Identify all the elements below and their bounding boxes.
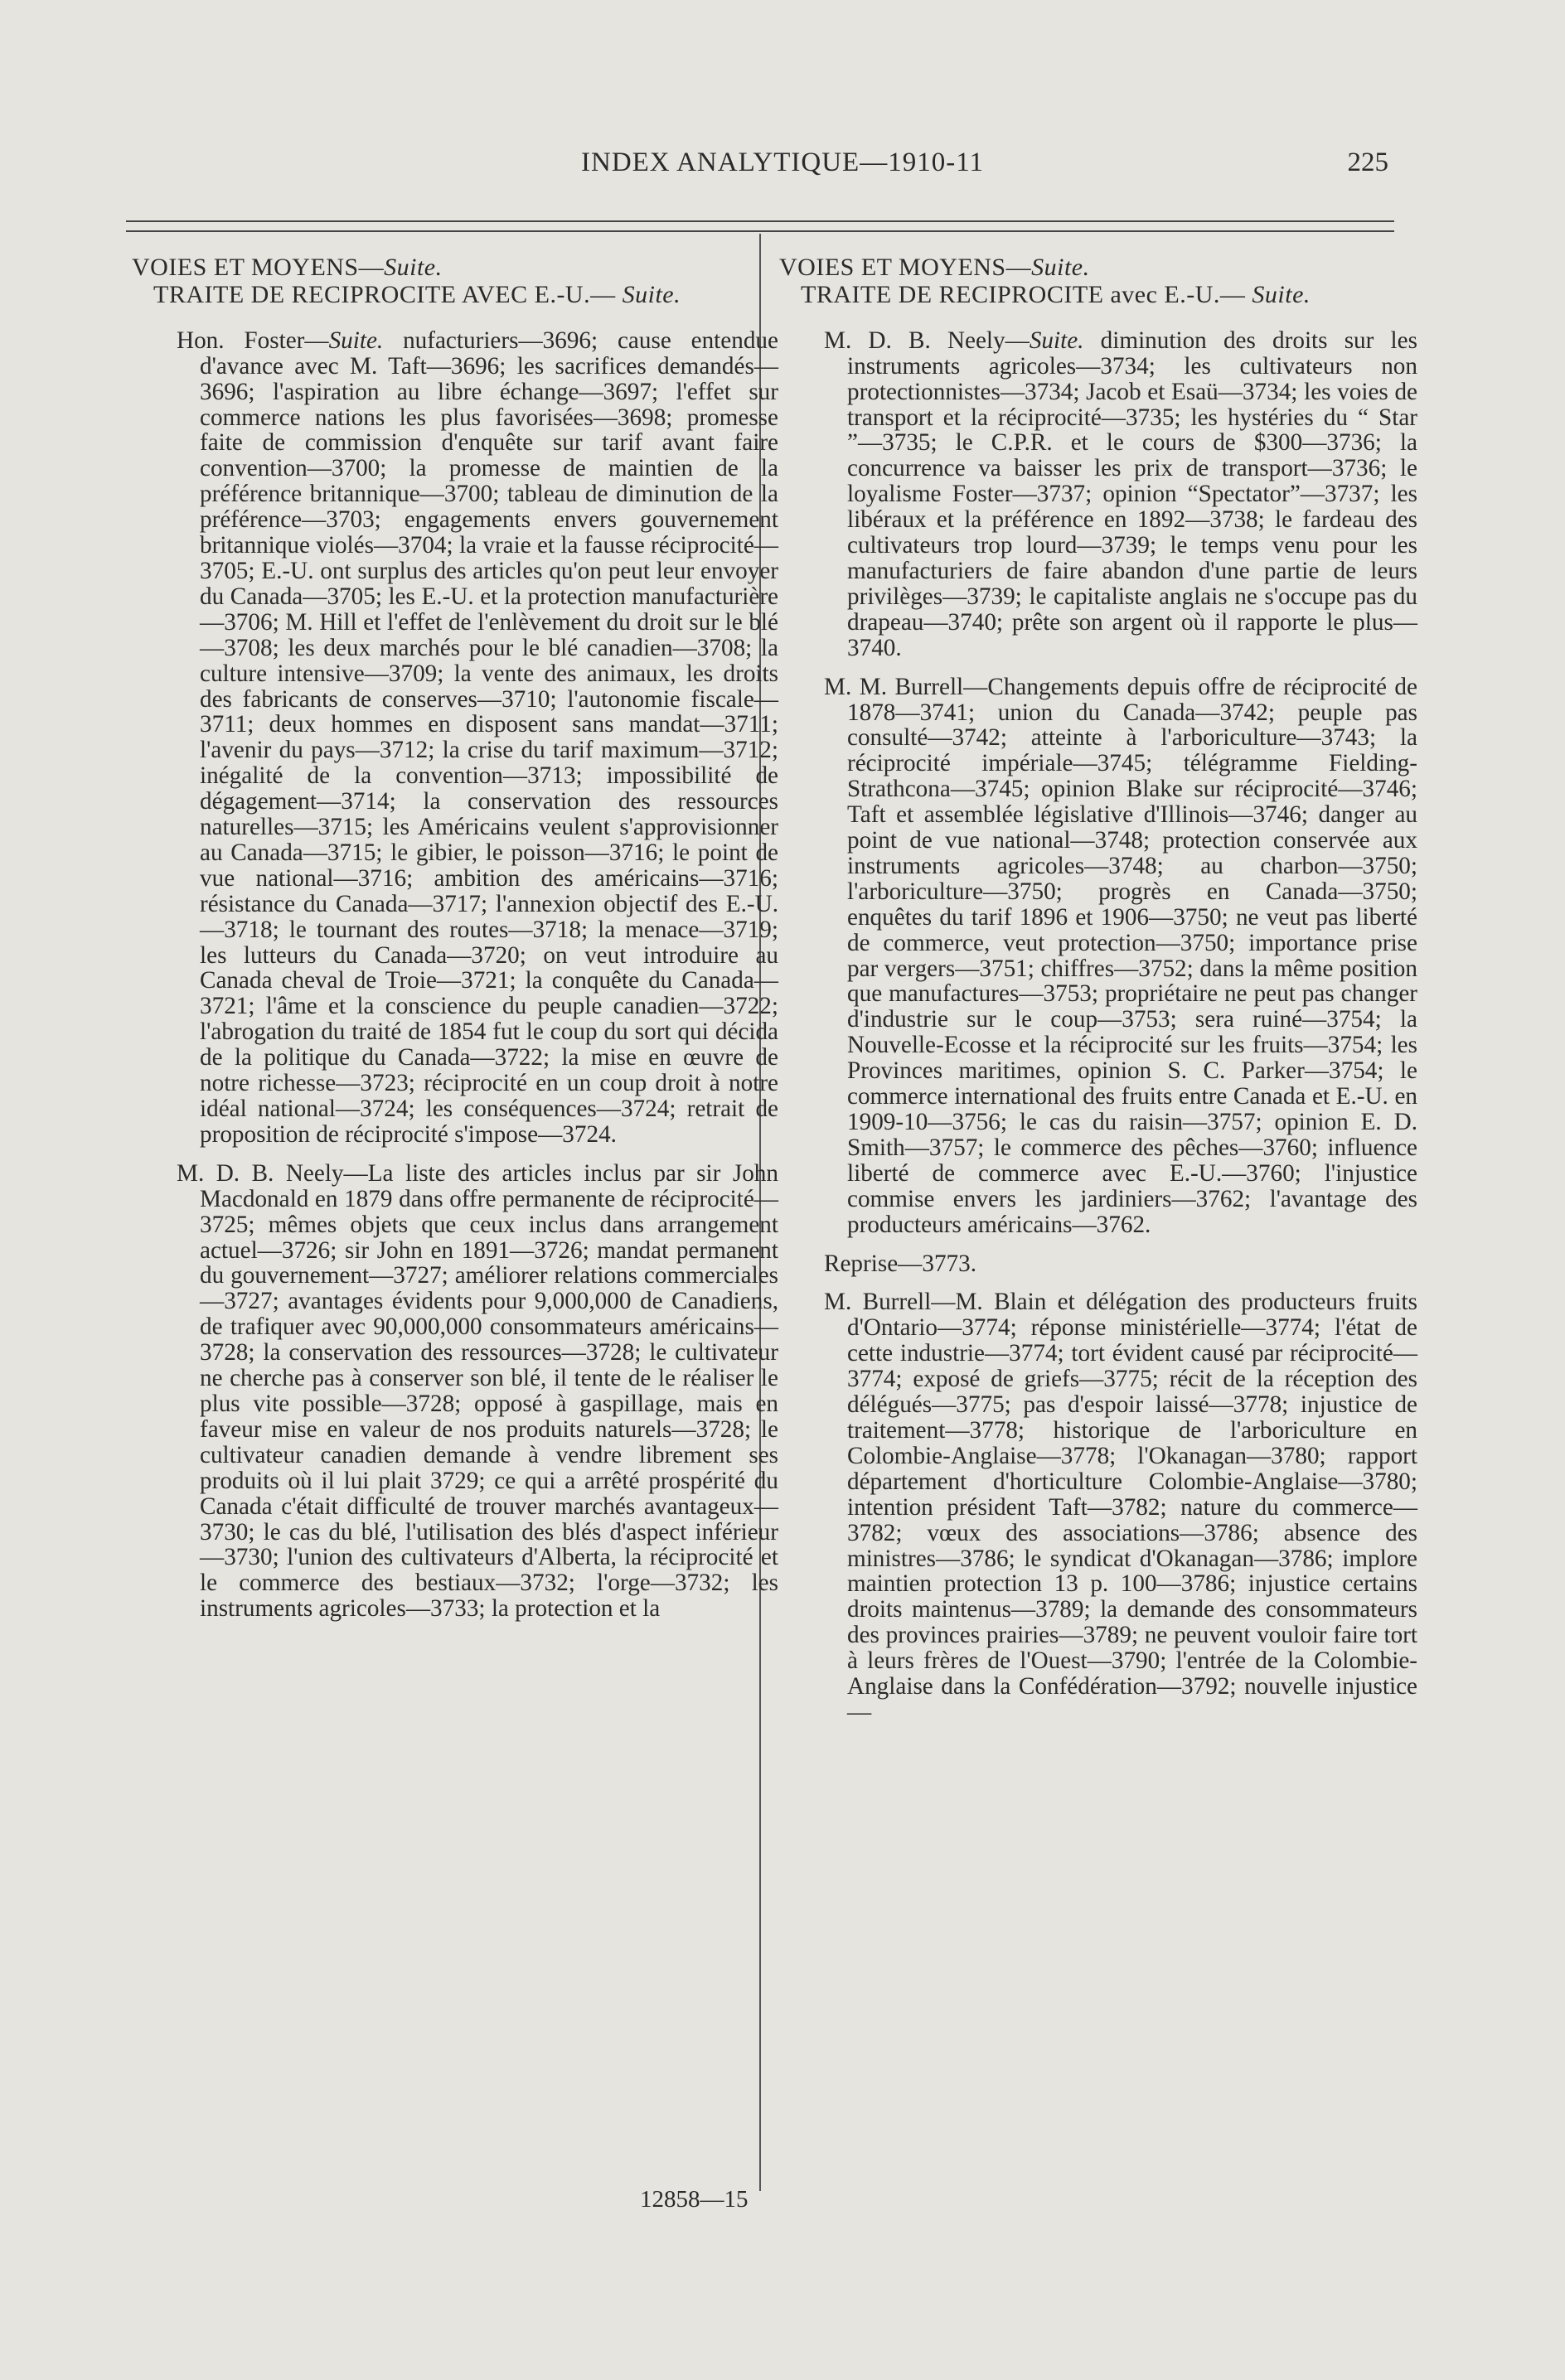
header-rule-bottom xyxy=(126,230,1394,232)
entry-suite: Suite. xyxy=(1029,327,1084,354)
entry-text: La liste des articles inclus par sir John Macdonald en 1879 dans offre permanente de réciprocité—3725; mêmes objets que ceux inclus dans arrangement actuel—3726; sir John en 1891—3726; mandat permanent du gouvernement—3727; améliorer relations commerciales—3727; avantages évidents pour 9,000,000 de Canadiens, de trafiquer avec 90,000,000 consommateurs américains—3728; la conservation des ressources—3728; le cultivateur ne cherche pas à conserver son blé, il tente de le réaliser le plus vite possible—3728; opposé à gaspillage, mais en faveur mise en valeur de nos produits naturels—3728; le cultivateur canadien demande à vendre librement ses produits où il lui plait 3729; ce qui a arrêté prospérité du Canada c'était difficulté de trouver marchés avantageux—3730; le cas du blé, l'utilisation des blés d'aspect inférieur—3730; l'union des cultivateurs d'Alberta, la réciprocité et le commerce des bestiaux—3732; l'orge—3732; les instruments agricoles—3733; la protection et la xyxy=(200,1159,778,1623)
right-column xyxy=(779,255,1417,1725)
entry-speaker: Hon. Foster— xyxy=(177,327,329,354)
left-column xyxy=(132,255,778,1622)
entry-speaker: Reprise— xyxy=(824,1250,923,1277)
section-heading: VOIES ET MOYENS—Suite. xyxy=(779,254,1090,281)
index-entry xyxy=(824,1251,1417,1277)
index-entry xyxy=(177,1161,778,1622)
folio-signature: 12858—15 xyxy=(640,2186,749,2213)
entry-speaker: M. M. Burrell— xyxy=(824,673,988,700)
section-heading: VOIES ET MOYENS—Suite. xyxy=(132,254,443,281)
subsection-heading: TRAITE DE RECIPROCITE AVEC E.-U.— Suite. xyxy=(153,280,681,308)
index-entry xyxy=(177,328,778,1148)
subsection-heading: TRAITE DE RECIPROCITE avec E.-U.— Suite. xyxy=(801,280,1311,308)
page-header xyxy=(0,148,1565,197)
entry-speaker: M. D. B. Neely— xyxy=(177,1159,368,1187)
entry-text: Changements depuis offre de réciprocité de 1878—3741; union du Canada—3742; peuple pas consulté—3742; atteinte à l'arboriculture—3743; la réciprocité impériale—3745; télégramme Fielding-Strathcona—3745; opinion Blake sur réciprocité—3746; Taft et assemblée législative d'Illinois—3746; danger au point de vue national—3748; protection conservée aux instruments agricoles—3748; au charbon—3750; l'arboriculture—3750; progrès en Canada—3750; enquêtes du tarif 1896 et 1906—3750; ne veut pas liberté de commerce, veut protection—3750; importance prise par vergers—3751; chiffres—3752; dans la même position que manufactures—3753; propriétaire ne peut pas changer d'industrie sur le coup—3753; sera ruiné—3754; la Nouvelle-Ecosse et la réciprocité sur les fruits—3754; les Provinces maritimes, opinion S. C. Parker—3754; le commerce international des fruits entre Canada et E.-U. en 1909-10—3756; le cas du raisin—3757; opinion E. D. Smith—3757; le commerce des pêches—3760; influence liberté de commerce avec E.-U.—3760; l'injustice commise envers les jardiniers—3762; l'avantage des producteurs américains—3762. xyxy=(847,673,1417,1238)
page-number: 225 xyxy=(1347,148,1388,177)
index-entry xyxy=(824,328,1417,661)
running-title: INDEX ANALYTIQUE—1910-11 xyxy=(581,148,984,177)
entry-text: nufacturiers—3696; cause entendue d'avance avec M. Taft—3696; les sacrifices demandés—3696; l'aspiration au libre échange—3697; l'effet sur commerce nations les plus favorisées—3698; promesse faite de commission d'enquête sur tarif avant faire convention—3700; la promesse de maintien de la préférence britannique—3700; tableau de diminution de la préférence—3703; engagements envers gouvernement britannique violés—3704; la vraie et la fausse réciprocité—3705; E.-U. ont surplus des articles qu'on peut leur envoyer du Canada—3705; les E.-U. et la protection manufacturière—3706; M. Hill et l'effet de l'enlèvement du droit sur le blé—3708; les deux marchés pour le blé canadien—3708; la culture intensive—3709; la vente des animaux, les droits des fabricants de conserves—3710; l'autonomie fiscale—3711; deux hommes en disposent sans mandat—3711; l'avenir du pays—3712; la crise du tarif maximum—3712; inégalité de la convention—3713; impossibilité de dégagement—3714; la conservation des ressources naturelles—3715; les Américains veulent s'approvisionner au Canada—3715; le gibier, le poisson—3716; le point de vue national—3716; ambition des américains—3716; résistance du Canada—3717; l'annexion objectif des E.-U.—3718; le tournant des routes—3718; la menace—3719; les lutteurs du Canada—3720; on veut introduire au Canada cheval de Troie—3721; la conquête du Canada—3721; l'âme et la conscience du peuple canadien—3722; l'abrogation du traité de 1854 fut le coup du sort qui décida de la politique du Canada—3722; la mise en œuvre de notre richesse—3723; réciprocité en un coup droit à notre idéal national—3724; les conséquences—3724; retrait de proposition de réciprocité s'impose—3724. xyxy=(200,327,778,1148)
entry-text: diminution des droits sur les instruments agricoles—3734; les cultivateurs non protectionnistes—3734; Jacob et Esaü—3734; les voies de transport et la réciprocité—3735; les hystéries du “ Star ”—3735; le C.P.R. et le cours de $300—3736; la concurrence va baisser les prix de transport—3736; le loyalisme Foster—3737; opinion “Spectator”—3737; les libéraux et la préférence en 1892—3738; le fardeau des cultivateurs trop lourd—3739; le temps venu pour les manufacturiers de faire abandon d'une partie de leurs privilèges—3739; le capitaliste anglais ne s'occupe pas du drapeau—3740; prête son argent où il rapporte le plus—3740. xyxy=(847,327,1417,661)
entry-suite: Suite. xyxy=(328,327,384,354)
entry-speaker: M. Burrell— xyxy=(824,1289,956,1316)
header-rule-top xyxy=(126,220,1394,222)
index-entry xyxy=(824,675,1417,1238)
entry-text: 3773. xyxy=(922,1250,977,1277)
index-entry xyxy=(824,1289,1417,1725)
entry-text: M. Blain et délégation des producteurs fruits d'Ontario—3774; réponse ministérielle—3774; l'état de cette industrie—3774; tort évident causé par réciprocité—3774; exposé de griefs—3775; récit de la réception des délégués—3775; pas d'espoir laissé—3778; injustice de traitement—3778; historique de l'arboriculture en Colombie-Anglaise—3778; l'Okanagan—3780; rapport département d'horticulture Colombie-Anglaise—3780; intention président Taft—3782; nature du commerce—3782; vœux des associations—3786; absence des ministres—3786; le syndicat d'Okanagan—3786; implore maintien protection 13 p. 100—3786; injustice certains droits maintenus—3789; la demande des consommateurs des provinces prairies—3789; ne peuvent vouloir faire tort à leurs frères de l'Ouest—3790; l'entrée de la Colombie-Anglaise dans la Confédération—3792; nouvelle injustice— xyxy=(847,1289,1417,1725)
entry-speaker: M. D. B. Neely— xyxy=(824,327,1030,354)
